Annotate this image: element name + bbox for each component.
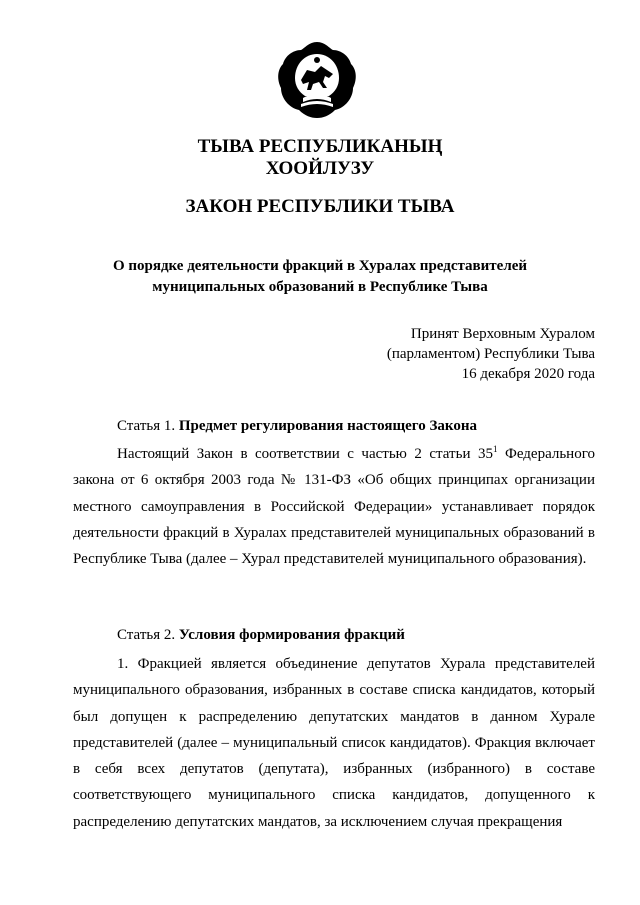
article-2-title: Условия формирования фракций (178, 627, 405, 643)
adoption-line-2: (парламентом) Республики Тыва (386, 346, 595, 362)
tuva-emblem-icon (277, 40, 357, 120)
article-1-superscript: 1 (492, 444, 498, 454)
adoption-line-1: Принят Верховным Хуралом (410, 326, 595, 342)
article-1-title: Предмет регулирования настоящего Закона (178, 418, 477, 434)
republic-line-2: ХООЙЛУЗУ (265, 158, 375, 179)
law-title-line-2: муниципальных образований в Республике Тыва (152, 279, 488, 295)
law-heading: ЗАКОН РЕСПУБЛИКИ ТЫВА (185, 196, 455, 217)
law-title (0, 256, 640, 298)
adoption-note (387, 324, 595, 384)
article-2-heading (117, 627, 405, 644)
republic-header (0, 136, 640, 180)
law-title-line-1: О порядке деятельности фракций в Хуралах представителей (112, 258, 528, 274)
article-1-text (73, 441, 595, 572)
article-1-text-part-1: Настоящий Закон в соответствии с частью 2 статьи 35 (117, 446, 493, 462)
republic-line-1: ТЫВА РЕСПУБЛИКАНЫҢ (197, 136, 443, 157)
article-2-text: 1. Фракцией является объединение депутатов Хурала представителей муниципального образования, избранных в составе списка кандидатов, который был допущен к распределению депутатских мандатов в данном Хурале представителей (далее – муниципальный список кандидатов). Фракция включает в себя всех депутатов (депутата), избранных (избранного) в составе соответствующего муниципального списка кандидатов, допущенного к распределению депутатских мандатов, за исключением случая прекращения (73, 656, 595, 830)
article-1-prefix: Статья 1. (117, 418, 176, 434)
article-2-prefix: Статья 2. (117, 627, 176, 643)
article-1-text-part-2: Федерального закона от 6 октября 2003 года № 131-ФЗ «Об общих принципах организации местного самоуправления в Российской Федерации» устанавливает порядок деятельности фракций в Хуралах представителей муниципальных образований в Республике Тыва (далее – Хурал представителей муниципального образования). (73, 446, 595, 568)
adoption-date: 16 декабря 2020 года (461, 366, 595, 382)
article-1-heading (117, 418, 477, 435)
